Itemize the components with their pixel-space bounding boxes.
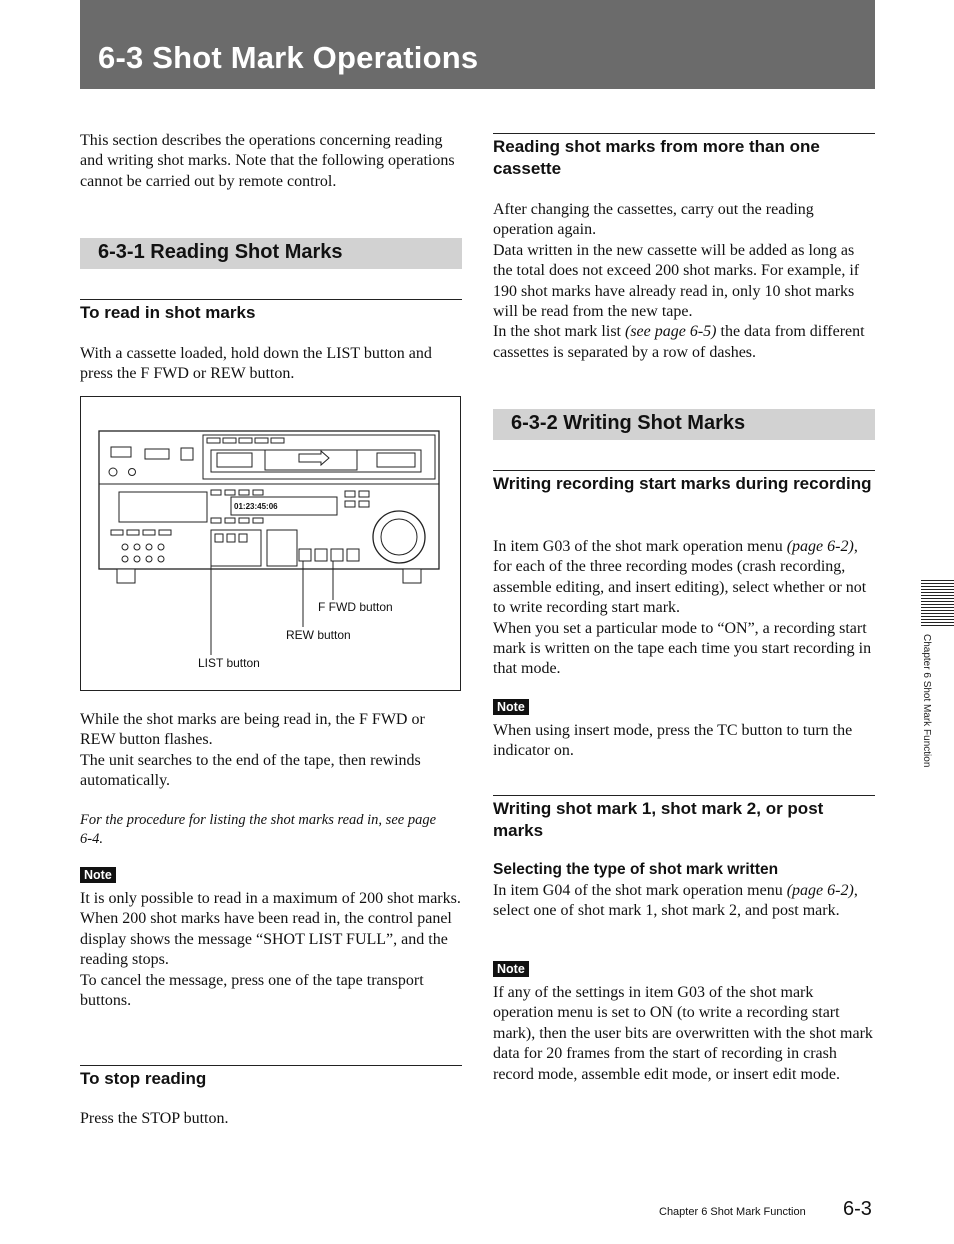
multi-line1: After changing the cassettes, carry out the reading operation again.: [493, 201, 814, 239]
ffwd-button-label: F FWD button: [318, 600, 393, 614]
after-figure-line1: While the shot marks are being read in, the F FWD or REW button flashes.: [80, 711, 425, 749]
footer-page-number: 6-3: [843, 1198, 872, 1220]
footer-chapter: Chapter 6 Shot Mark Function: [659, 1206, 806, 1218]
multi-cassette-body: [493, 200, 875, 363]
stop-heading: To stop reading: [80, 1065, 462, 1090]
shotmark-p1-b: , select one of shot mark 1, shot mark 2, and post mark.: [493, 882, 858, 920]
list-button-label: LIST button: [198, 656, 260, 670]
chapter-tab-text: Chapter 6 Shot Mark Function: [921, 634, 932, 768]
multi-cassette-heading: Reading shot marks from more than one cassette: [493, 133, 875, 180]
note1-line3: To cancel the message, press one of the tape transport buttons.: [80, 971, 424, 1010]
stop-body: Press the STOP button.: [80, 1110, 229, 1127]
rec-start-heading: Writing recording start marks during recording: [493, 470, 875, 495]
rec-start-p1: [493, 537, 875, 619]
rec-start-p1-a: In item G03 of the shot mark operation menu: [493, 538, 787, 555]
multi-line3: [493, 322, 875, 363]
section-632-bar: [493, 409, 875, 440]
after-figure-text: [80, 710, 462, 792]
rec-start-p1-ref: (page 6-2): [786, 538, 854, 555]
read-in-heading: To read in shot marks: [80, 299, 462, 324]
intro-paragraph: This section describes the operations concerning reading and writing shot marks. Note that the following operations cannot be carried out by remote control.: [80, 132, 455, 190]
multi-line3-a: In the shot mark list: [493, 323, 625, 341]
vtr-figure: [80, 396, 461, 691]
vtr-illustration: [81, 397, 460, 690]
shotmark-p1: [493, 881, 875, 922]
page-title: 6-3 Shot Mark Operations: [98, 40, 479, 75]
shotmark-body: [493, 881, 875, 922]
vtr-timecode: 01:23:45:06: [234, 502, 278, 511]
rec-start-p2: When you set a particular mode to “ON”, a recording start mark is written on the tape each time you start recording in that mode.: [493, 619, 872, 678]
note-body-2: When using insert mode, press the TC button to turn the indicator on.: [493, 722, 853, 760]
note1-line2: When 200 shot marks have been read in, the control panel display shows the message “SHOT LIST FULL”, and the reading stops.: [80, 910, 452, 969]
listing-reference: For the procedure for listing the shot marks read in, see page 6-4.: [80, 812, 437, 847]
rew-button-label: REW button: [286, 628, 351, 642]
note-badge-3: Note: [493, 961, 529, 977]
chapter-tab-marker: [921, 580, 954, 628]
shotmark-heading: Writing shot mark 1, shot mark 2, or post marks: [493, 795, 875, 842]
section-632-title: 6-3-2 Writing Shot Marks: [511, 412, 746, 434]
section-631-bar: [80, 238, 462, 269]
shotmark-minor-heading: Selecting the type of shot mark written: [493, 861, 779, 878]
section-631-title: 6-3-1 Reading Shot Marks: [98, 241, 343, 263]
page-header: [80, 0, 875, 89]
read-in-body: With a cassette loaded, hold down the LIST button and press the F FWD or REW button.: [80, 345, 432, 383]
rec-start-p1-b: , for each of the three recording modes (crash recording, assemble editing, and insert editing), select whether or not to write recording start mark.: [493, 538, 867, 617]
note1-line1: It is only possible to read in a maximum of 200 shot marks.: [80, 890, 461, 907]
note-body-3: If any of the settings in item G03 of the shot mark operation menu is set to ON (to write a recording start mark), then the user bits are overwritten with the shot mark data for 20 frames from the start of recording in crash record mode, assemble edit mode, or insert edit mode.: [493, 984, 873, 1083]
multi-line3-b: the data from different cassettes is separated by a row of dashes.: [493, 323, 865, 361]
after-figure-line2: The unit searches to the end of the tape, then rewinds automatically.: [80, 751, 421, 790]
note-badge-2: Note: [493, 699, 529, 715]
shotmark-p1-a: In item G04 of the shot mark operation menu: [493, 882, 787, 899]
multi-line2: Data written in the new cassette will be added as long as the total does not exceed 200 shot marks. For example, if 190 shot marks have already read in, only 10 shot marks will be read from the new tape.: [493, 241, 860, 321]
rec-start-body: [493, 537, 875, 680]
multi-line3-ref: (see page 6-5): [624, 323, 717, 341]
shotmark-p1-ref: (page 6-2): [786, 882, 854, 899]
note-body-1: [80, 889, 462, 1011]
note-badge-1: Note: [80, 867, 116, 883]
